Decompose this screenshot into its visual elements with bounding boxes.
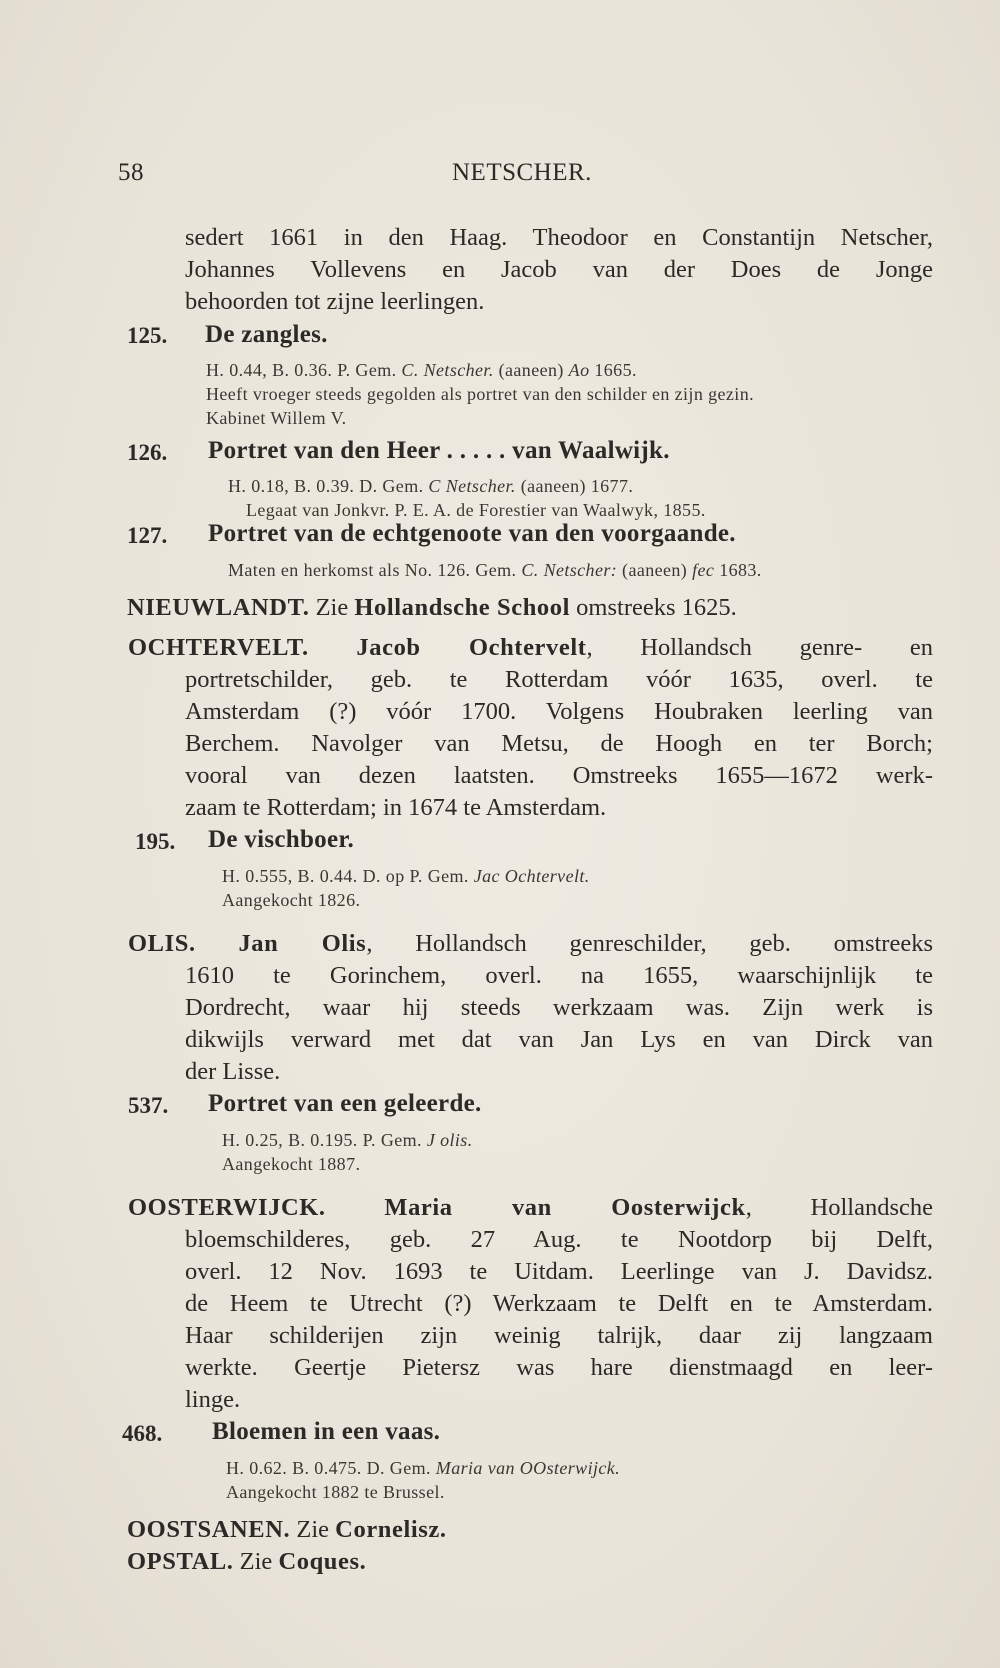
entry-line: linge. [185,1386,241,1413]
signature: C Netscher. [428,476,516,496]
painting-note: Heeft vroeger steeds gegolden als portret van den schilder en zijn gezin. [206,384,755,404]
painting-details [222,866,590,887]
entry-line: portretschilder, geb. te Rotterdam vóór 1635, overl. te [185,666,933,693]
catalogue-number: 127. [127,523,168,548]
provenance: Aangekocht 1887. [222,1154,361,1174]
artist-name: OOSTERWIJCK. [128,1194,326,1221]
details-text: (aaneen) 1677. [515,476,634,496]
dimensions: H. 0.25, B. 0.195. P. Gem. [222,1130,427,1150]
cross-reference: Coques. [278,1548,367,1575]
entry-line: Amsterdam (?) vóór 1700. Volgens Houbraken leerling van [185,698,933,725]
dimensions: H. 0.62. B. 0.475. D. Gem. [226,1458,436,1478]
entry-line: Haar schilderijen zijn weinig talrijk, daar zij langzaam [185,1322,933,1349]
catalogue-number: 468. [122,1421,163,1446]
dimensions: Maten en herkomst als No. 126. Gem. [228,560,522,580]
cross-reference: Cornelisz. [335,1516,447,1543]
entry-line: vooral van dezen laatsten. Omstreeks 1655—1672 werk- [185,762,933,789]
painting-details [206,360,637,381]
signature: C. Netscher. [401,360,494,380]
painting-title: Portret van een geleerde. [208,1090,482,1117]
entry-line: Berchem. Navolger van Metsu, de Hoogh en ter Borch; [185,730,933,757]
entry-text: Zie [309,594,355,621]
entry-line: werkte. Geertje Pietersz was hare dienstmaagd en leer- [185,1354,933,1381]
catalogue-number: 125. [127,323,168,348]
artist-entry-first-line [128,1194,933,1222]
artist-name: NIEUWLANDT. [127,594,310,621]
provenance: Legaat van Jonkvr. P. E. A. de Forestier van Waalwyk, 1855. [246,500,706,520]
entry-text: omstreeks 1625. [570,594,737,621]
running-head: NETSCHER. [452,159,592,186]
intro-line: behoorden tot zijne leerlingen. [185,288,485,315]
signature: fec [692,560,715,580]
catalogue-number: 126. [127,440,168,465]
entry-line: 1610 te Gorinchem, overl. na 1655, waarschijnlijk te [185,962,933,989]
signature: Maria van OOsterwijck. [435,1458,621,1478]
details-text: (aaneen) [617,560,693,580]
intro-line: sedert 1661 in den Haag. Theodoor en Constantijn Netscher, [185,224,933,251]
entry-text: , Hollandsch genreschilder, geb. omstreeks [366,930,933,957]
details-text: (aaneen) [493,360,569,380]
artist-full-name: Jan Olis [238,930,367,957]
dimensions: H. 0.555, B. 0.44. D. op P. Gem. [222,866,474,886]
catalogue-number: 537. [128,1093,169,1118]
painting-details [222,1130,473,1151]
artist-entry-first-line [128,634,933,662]
cross-reference: Hollandsche School [354,594,571,621]
signature: C. Netscher: [521,560,618,580]
painting-details [228,476,633,497]
painting-title: De zangles. [205,321,328,348]
entry-line: bloemschilderes, geb. 27 Aug. te Nootdorp bij Delft, [185,1226,933,1253]
artist-full-name: Jacob Ochtervelt [356,634,587,661]
signature: J olis. [426,1130,473,1150]
artist-entry [127,594,737,622]
painting-title: Portret van den Heer . . . . . van Waalwijk. [208,437,670,464]
entry-line: dikwijls verward met dat van Jan Lys en van Dirck van [185,1026,933,1053]
dimensions: H. 0.18, B. 0.39. D. Gem. [228,476,429,496]
painting-title: Bloemen in een vaas. [212,1418,441,1445]
catalogue-number: 195. [135,829,176,854]
entry-text: Zie [233,1548,279,1575]
entry-text: , Hollandsche [745,1194,933,1221]
entry-line: zaam te Rotterdam; in 1674 te Amsterdam. [185,794,607,821]
artist-name: OPSTAL. [127,1548,234,1575]
details-text: 1665. [589,360,637,380]
artist-name: OCHTERVELT. [128,634,309,661]
artist-name: OOSTSANEN. [127,1516,291,1543]
artist-entry-first-line [128,930,933,958]
dimensions: H. 0.44, B. 0.36. P. Gem. [206,360,402,380]
provenance: Kabinet Willem V. [206,408,347,428]
painting-title: Portret van de echtgenoote van den voorgaande. [208,520,736,547]
artist-name: OLIS. [128,930,196,957]
entry-text: , Hollandsch genre- en [586,634,934,661]
artist-entry [127,1516,447,1544]
entry-line: overl. 12 Nov. 1693 te Uitdam. Leerlinge van J. Davidsz. [185,1258,933,1285]
provenance: Aangekocht 1882 te Brussel. [226,1482,445,1502]
provenance: Aangekocht 1826. [222,890,361,910]
entry-line: der Lisse. [185,1058,281,1085]
entry-line: Dordrecht, waar hij steeds werkzaam was. Zijn werk is [185,994,933,1021]
painting-title: De vischboer. [208,826,355,853]
painting-details [228,560,762,581]
entry-line: de Heem te Utrecht (?) Werkzaam te Delft en te Amsterdam. [185,1290,933,1317]
signature: Ao [568,360,590,380]
painting-details [226,1458,620,1479]
details-text: 1683. [714,560,762,580]
entry-text: Zie [290,1516,336,1543]
artist-full-name: Maria van Oosterwijck [384,1194,746,1221]
intro-line: Johannes Vollevens en Jacob van der Does de Jonge [185,256,933,283]
artist-entry [127,1548,366,1576]
signature: Jac Ochtervelt. [473,866,590,886]
page-number: 58 [118,159,144,186]
